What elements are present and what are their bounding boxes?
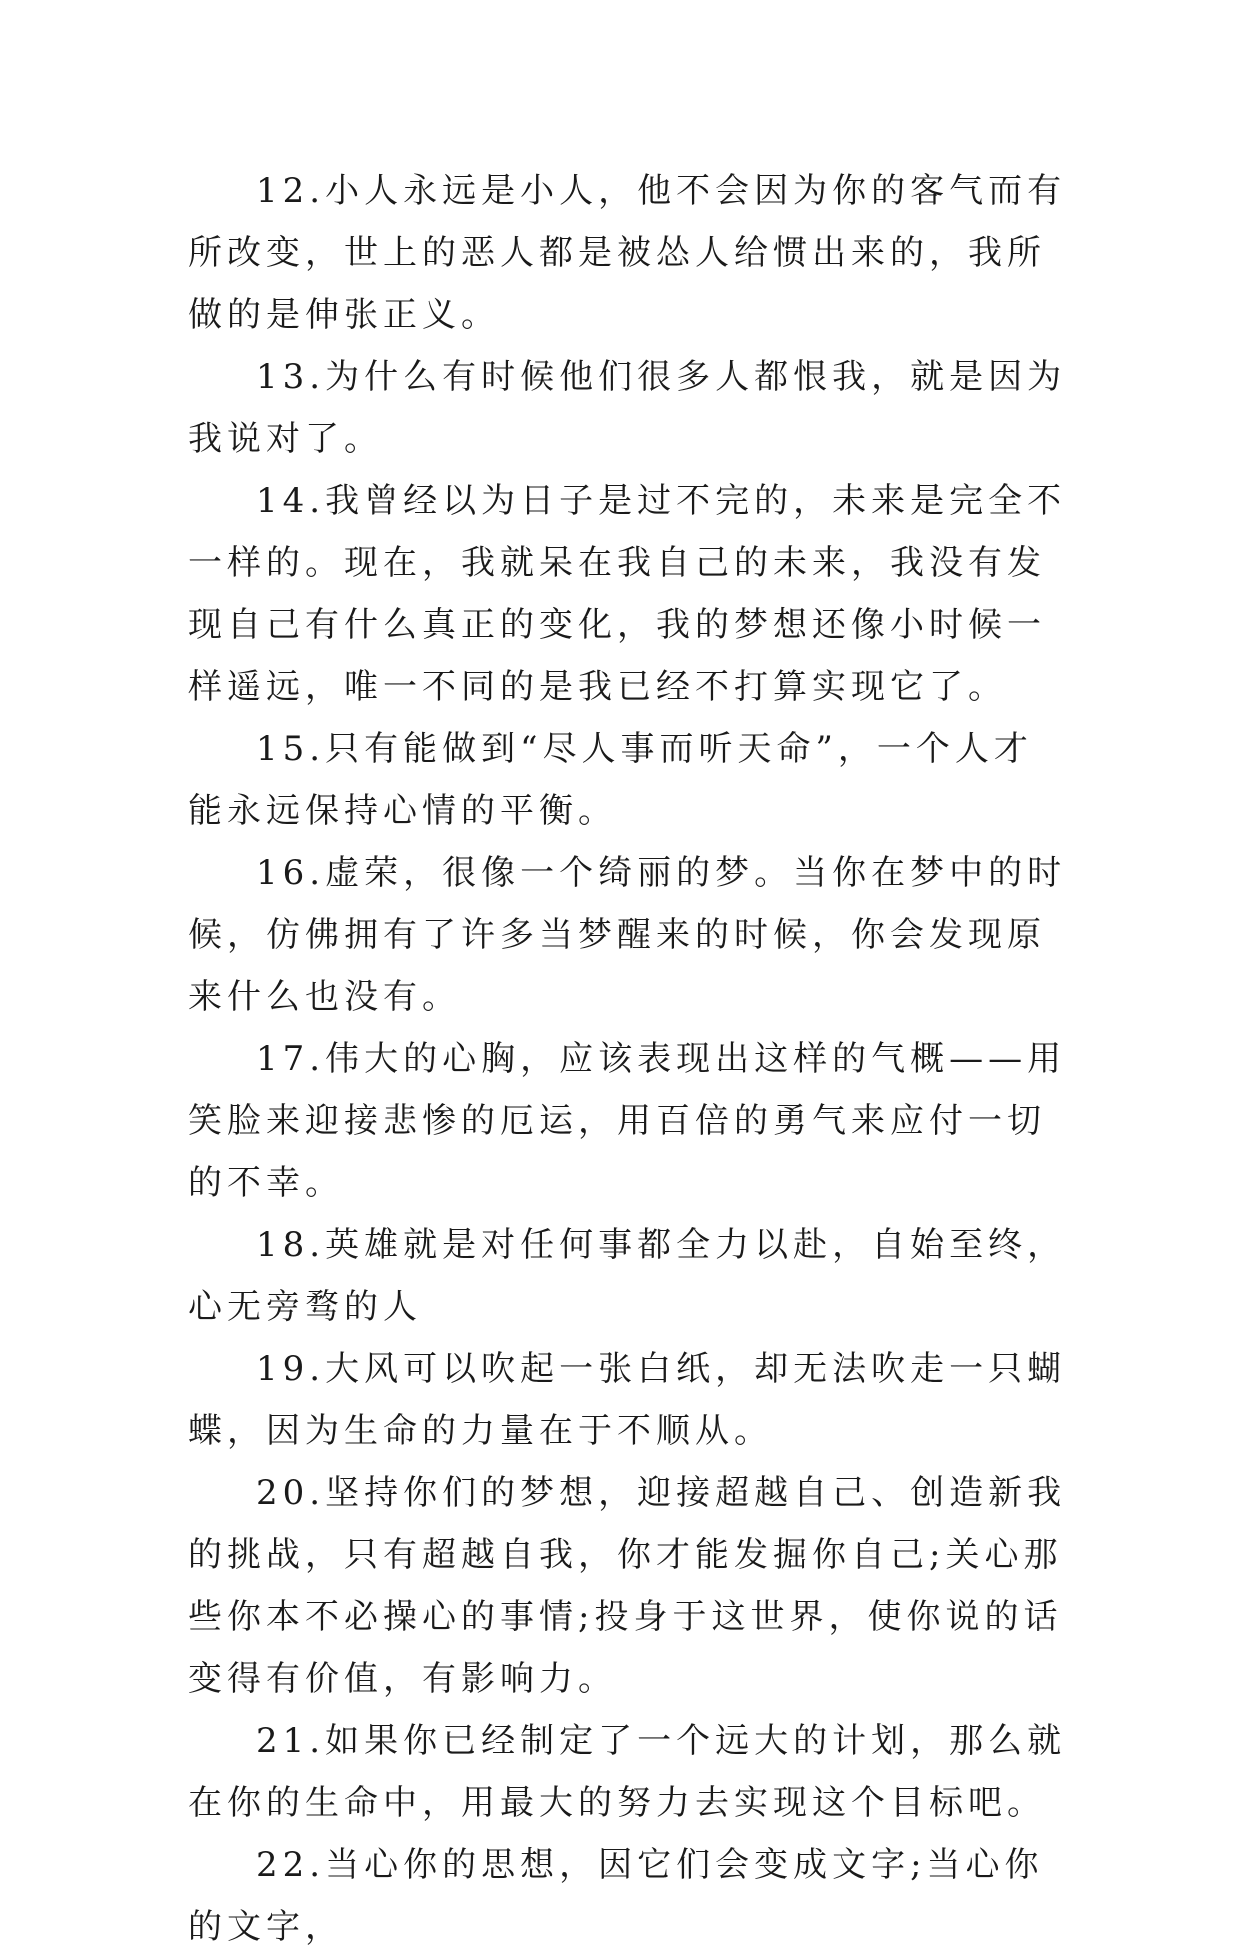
paragraph-13: 13.为什么有时候他们很多人都恨我，就是因为我说对了。 <box>188 357 1067 459</box>
document-body <box>188 160 1070 1958</box>
paragraph-15: 15.只有能做到“尽人事而听天命”，一个人才能永远保持心情的平衡。 <box>188 729 1033 831</box>
paragraph-16: 16.虚荣，很像一个绮丽的梦。当你在梦中的时候，仿佛拥有了许多当梦醒来的时候，你会发现原来什么也没有。 <box>188 853 1067 1017</box>
paragraph-14: 14.我曾经以为日子是过不完的，未来是完全不一样的。现在，我就呆在我自己的未来，我没有发现自己有什么真正的变化，我的梦想还像小时候一样遥远，唯一不同的是我已经不打算实现它了。 <box>188 481 1067 707</box>
paragraph-22: 22.当心你的思想，因它们会变成文字;当心你的文字， <box>188 1845 1044 1947</box>
paragraph-17: 17.伟大的心胸，应该表现出这样的气概——用笑脸来迎接悲惨的厄运，用百倍的勇气来应付一切的不幸。 <box>188 1039 1067 1203</box>
paragraph-18: 18.英雄就是对任何事都全力以赴，自始至终，心无旁骛的人 <box>188 1225 1067 1327</box>
paragraph-20: 20.坚持你们的梦想，迎接超越自己、创造新我的挑战，只有超越自我，你才能发掘你自己;关心那些你本不必操心的事情;投身于这世界，使你说的话变得有价值，有影响力。 <box>188 1473 1067 1699</box>
paragraph-12: 12.小人永远是小人，他不会因为你的客气而有所改变，世上的恶人都是被怂人给惯出来的，我所做的是伸张正义。 <box>188 171 1067 335</box>
paragraph-21: 21.如果你已经制定了一个远大的计划，那么就在你的生命中，用最大的努力去实现这个目标吧。 <box>188 1721 1067 1823</box>
paragraph-19: 19.大风可以吹起一张白纸，却无法吹走一只蝴蝶，因为生命的力量在于不顺从。 <box>188 1349 1067 1451</box>
